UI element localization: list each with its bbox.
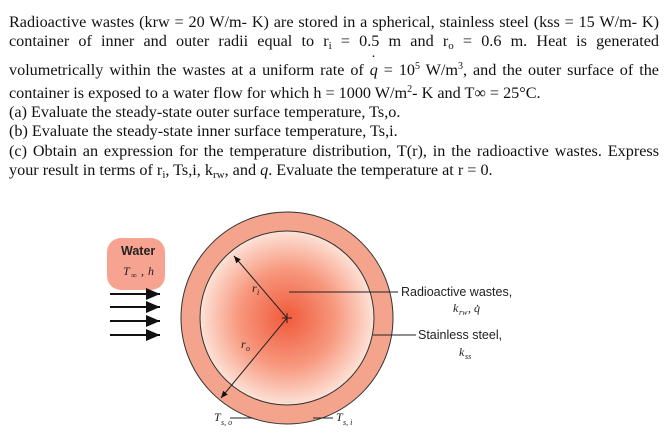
tsi-label-sub: s, i — [343, 418, 353, 427]
part-b: (b) Evaluate the steady-state inner surface temperature, Ts,i. — [9, 122, 398, 141]
intro-text: = 0.5 m and r — [331, 32, 449, 51]
ro-subscript: o — [448, 40, 454, 53]
stainless-k-sub: ss — [465, 352, 472, 361]
part-a: (a) Evaluate the steady-state outer surface temperature, Ts,o. — [9, 103, 401, 122]
part-c-text: . Evaluate the temperature at r = 0. — [268, 161, 493, 180]
intro-text: , and the outer surface of the container is exposed to a water flow for which h = 1000 W/m — [9, 60, 659, 102]
stainless-label: Stainless steel, — [418, 328, 503, 342]
part-c-text: , Ts,i, k — [165, 161, 213, 180]
tsi-label: T — [336, 410, 343, 424]
part-c-text: (c) Obtain an expression for the temperature distribution, T(r), in the radioactive wastes. Express your result in terms of r — [9, 141, 659, 180]
q-dot-symbol: q ˙ — [260, 161, 268, 179]
intro-text: W/m — [420, 60, 459, 79]
exponent: 2 — [407, 83, 413, 95]
ro-label: r — [241, 337, 246, 351]
krw-subscript: rw — [212, 169, 225, 182]
intro-text: Radioactive wastes (krw = 20 W/m- K) are stored in a spherical, stainless steel (kss = 15 W/m- K) container of inner and outer radii equal to r — [9, 13, 659, 51]
intro-text: = 0.6 m. Heat is generated volumetrically within the wastes at a uniform rate of — [9, 32, 659, 79]
water-t-infinity: T — [123, 264, 130, 278]
radioactive-k: k — [453, 301, 459, 315]
part-c-text: , and — [224, 161, 261, 180]
stainless-k: k — [459, 345, 465, 359]
radioactive-q: q̇ — [474, 301, 480, 315]
radioactive-k-sub: rw — [459, 308, 468, 317]
water-sep: , — [141, 264, 144, 278]
intro-text: - K and T∞ = 25°C. — [412, 83, 541, 102]
ro-label-sub: o — [246, 344, 250, 353]
water-label: Water — [121, 244, 156, 258]
ri-subscript: i — [328, 40, 332, 53]
tso-label: T — [214, 410, 221, 424]
ri-label: r — [252, 281, 257, 295]
q-dot-symbol: q ˙ — [370, 61, 378, 79]
tso-label-sub: s, o — [221, 418, 233, 427]
water-t-infinity-sub: ∞ — [131, 271, 137, 280]
radioactive-sep: , — [468, 301, 471, 315]
water-h: h — [148, 264, 154, 278]
ri-label-sub: i — [257, 288, 260, 297]
intro-text: = 10 — [377, 60, 416, 79]
radioactive-label: Radioactive wastes, — [401, 285, 513, 299]
water-flow-arrows — [110, 294, 160, 335]
exponent: 5 — [415, 60, 421, 72]
exponent: 3 — [458, 60, 464, 72]
ri-subscript: i — [162, 169, 166, 182]
